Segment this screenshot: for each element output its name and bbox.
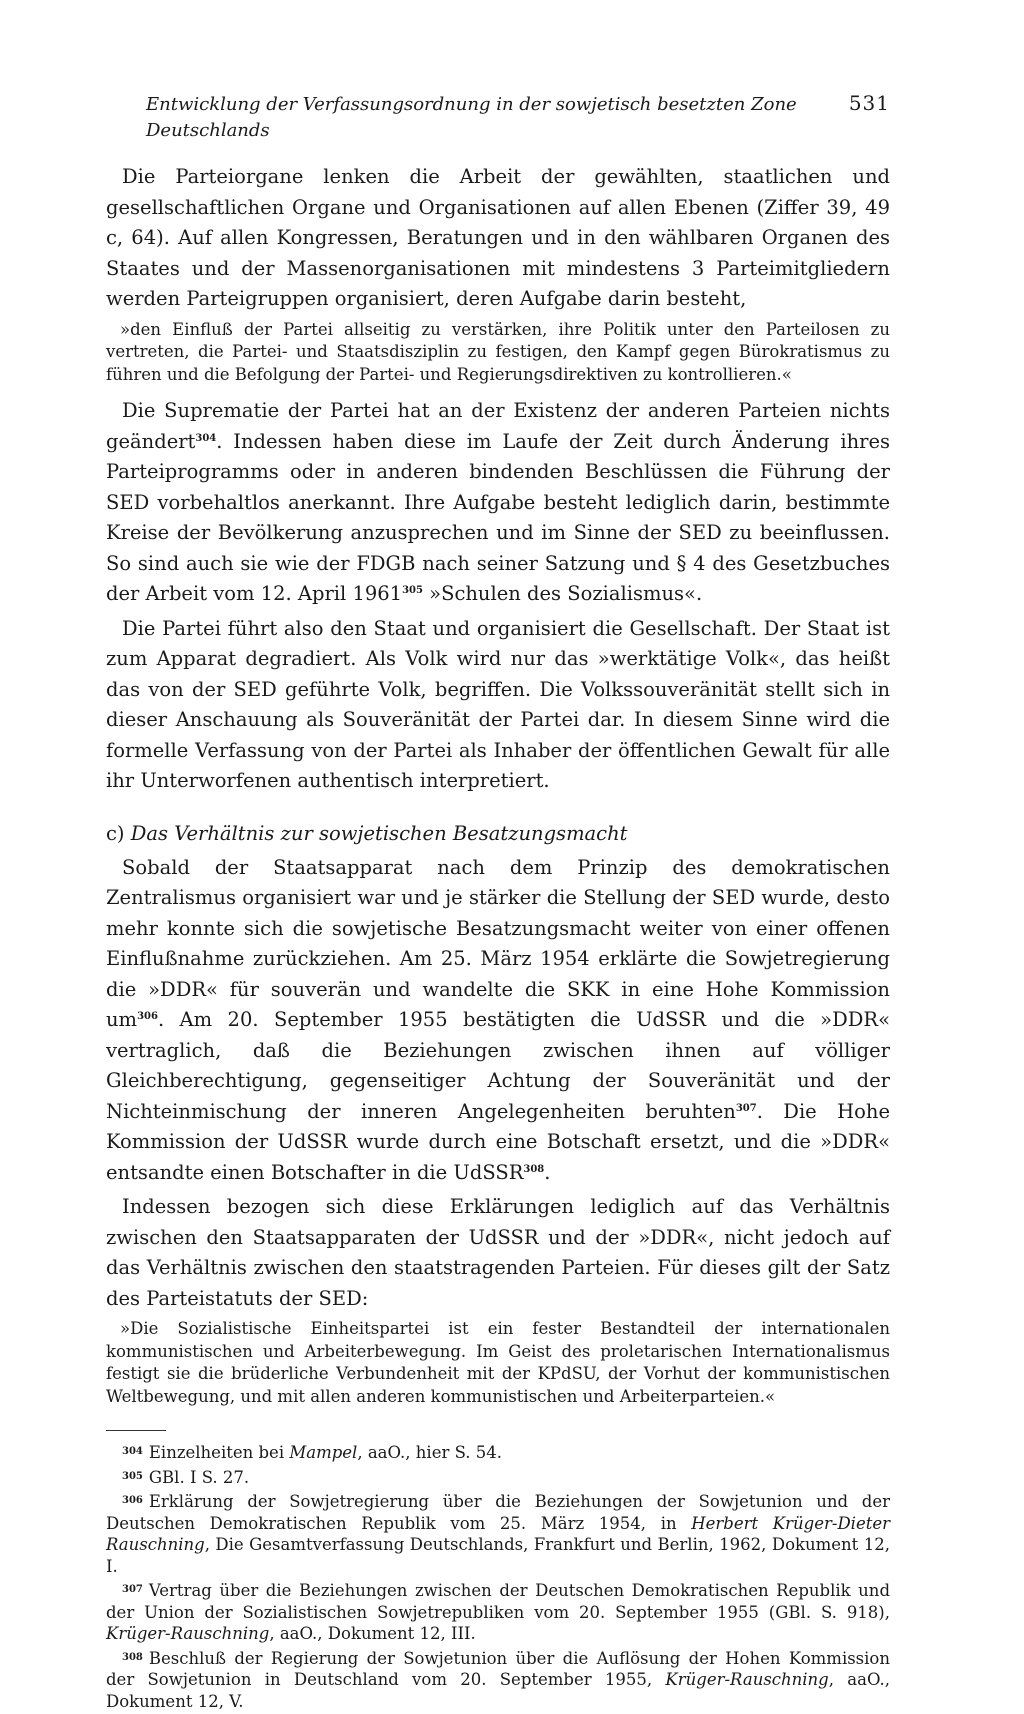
footnote-author: Mampel bbox=[289, 1443, 358, 1462]
section-label: c) bbox=[106, 821, 125, 845]
footnote-divider bbox=[106, 1430, 166, 1431]
footnote-text: Beschluß der Regierung der Sowjetunion über die Auflösung der Hohen Kommission der Sowjetunion in Deutschland vom 20. September 1955, bbox=[106, 1648, 890, 1689]
footnote-text: , Die Gesamtverfassung Deutschlands, Frankfurt und Berlin, 1962, Dokument 12, I. bbox=[106, 1535, 890, 1576]
footnote-number: 308 bbox=[122, 1651, 143, 1663]
footnote-number: 304 bbox=[122, 1446, 143, 1457]
section-heading bbox=[106, 819, 890, 849]
footnote-author: Krüger-Rauschning bbox=[665, 1670, 829, 1689]
footnote-text: , aaO., hier S. 54. bbox=[357, 1443, 503, 1462]
footnote-ref-307[interactable]: 307 bbox=[735, 1102, 757, 1114]
footnotes bbox=[106, 1441, 890, 1712]
footnote-text: Einzelheiten bei bbox=[148, 1443, 290, 1462]
running-head bbox=[146, 90, 890, 144]
paragraph-soviet-occupation bbox=[106, 853, 890, 1189]
quote-party-groups: »den Einfluß der Partei allseitig zu verstärken, ihre Politik unter den Parteilosen zu vertreten, die Partei- und Staatsdisziplin zu festigen, den Kampf gegen Bürokratismus zu führen und die Befolgung der Partei- und Regierungsdirektiven zu kontrollieren.« bbox=[106, 319, 890, 384]
footnote-number: 305 bbox=[122, 1470, 143, 1482]
footnote-text: Erklärung der Sowjetregierung über die Beziehungen der Sowjetunion und der Deutschen Demokratischen Republik vom 25. März 1954, in bbox=[106, 1492, 890, 1533]
footnote-ref-305[interactable]: 305 bbox=[402, 585, 423, 596]
section-title: Das Verhältnis zur sowjetischen Besatzungsmacht bbox=[130, 821, 628, 845]
running-head-title: Entwicklung der Verfassungsordnung in der sowjetisch besetzten Zone Deutschlands bbox=[146, 94, 797, 141]
footnote-ref-308[interactable]: 308 bbox=[523, 1163, 545, 1175]
text-run: Die Suprematie der Partei hat an der Existenz der anderen Parteien nichts geändert bbox=[106, 399, 890, 453]
quote-party-statute: »Die Sozialistische Einheitspartei ist ein fester Bestandteil der internationalen kommunistischen und Arbeiterbewegung. Im Geist des proletarischen Internationalismus festigt sie die brüderliche Verbundenheit mit der KPdSU, der Vorhut der kommunistischen Weltbewegung, und mit allen anderen kommunistischen und Arbeiterparteien.« bbox=[106, 1319, 890, 1406]
paragraph-party-organs: Die Parteiorgane lenken die Arbeit der gewählten, staatlichen und gesellschaftlichen Organe und Organisationen auf allen Ebenen (Ziffer 39, 49 c, 64). Auf allen Kongressen, Beratungen und in den wählbaren Organen des Staates und der Massenorganisationen mit mindestens 3 Parteimitgliedern werden Parteigruppen organisiert, deren Aufgabe darin besteht, bbox=[106, 165, 890, 310]
page-number: 531 bbox=[848, 91, 890, 115]
text-run: Sobald der Staatsapparat nach dem Prinzip des demokratischen Zentralismus organisiert war und je stärker die Stellung der SED wurde, desto mehr konnte sich die sowjetische Besatzungsmacht weiter von einer offenen Einflußnahme zurückziehen. Am 25. März 1954 erklärte die Sowjetregierung die »DDR« für souverän und wandelte die SKK in eine Hohe Kommission um bbox=[106, 855, 890, 1031]
footnote-ref-304[interactable]: 304 bbox=[195, 432, 217, 444]
footnote-text: GBl. I S. 27. bbox=[148, 1467, 250, 1487]
paragraph-supremacy bbox=[106, 396, 890, 610]
text-run: »Schulen des Sozialismus«. bbox=[422, 582, 703, 605]
paragraph-declarations: Indessen bezogen sich diese Erklärungen lediglich auf das Verhältnis zwischen den Staatsapparaten der UdSSR und der »DDR«, nicht jedoch auf das Verhältnis zwischen den staatstragenden Parteien. Für dieses gilt der Satz des Parteistatuts der SED: bbox=[106, 1195, 890, 1310]
footnote-305 bbox=[106, 1466, 890, 1489]
text-run: . Am 20. September 1955 bestätigten die UdSSR und die »DDR« vertraglich, daß die Beziehungen zwischen ihnen auf völliger Gleichberechtigung, gegenseitiger Achtung der Souveränität und der Nichteinmischung der inneren Angelegenheiten beruhten bbox=[106, 1008, 890, 1123]
text-run: . Die Hohe Kommission der UdSSR wurde durch eine Botschaft ersetzt, und die »DDR« entsandte einen Botschafter in die UdSSR bbox=[106, 1099, 890, 1184]
footnote-308 bbox=[106, 1647, 890, 1713]
footnote-author: Krüger-Rauschning bbox=[106, 1624, 270, 1643]
footnote-author: Herbert Krüger-Dieter Rauschning bbox=[106, 1513, 890, 1554]
text-run: . bbox=[544, 1160, 551, 1184]
footnote-307 bbox=[106, 1579, 890, 1645]
footnote-text: Vertrag über die Beziehungen zwischen der Deutschen Demokratischen Republik und der Union der Sozialistischen Sowjetrepubliken vom 20. September 1955 (GBl. S. 918), bbox=[106, 1581, 890, 1622]
footnote-number: 306 bbox=[122, 1495, 143, 1506]
footnote-text: , aaO., Dokument 12, V. bbox=[106, 1670, 890, 1711]
footnote-306 bbox=[106, 1490, 890, 1577]
footnote-text: , aaO., Dokument 12, III. bbox=[269, 1624, 476, 1643]
footnote-number: 307 bbox=[122, 1584, 143, 1595]
paragraph-state-apparatus: Die Partei führt also den Staat und organisiert die Gesellschaft. Der Staat ist zum Apparat degradiert. Als Volk wird nur das »werktätige Volk«, das heißt das von der SED geführte Volk, begriffen. Die Volkssouveränität stellt sich in dieser Anschauung als Souveränität der Partei dar. In diesem Sinne wird die formelle Verfassung von der Partei als Inhaber der öffentlichen Gewalt für alle ihr Unterworfenen authentisch interpretiert. bbox=[106, 616, 890, 792]
footnote-304 bbox=[106, 1441, 890, 1464]
text-run: . Indessen haben diese im Laufe der Zeit durch Änderung ihres Parteiprogramms oder in anderen bindenden Beschlüssen die Führung der SED vorbehaltlos anerkannt. Ihre Aufgabe besteht lediglich darin, bestimmte Kreise der Bevölkerung anzusprechen und im Sinne der SED zu beeinflussen. So sind auch sie wie der FDGB nach seiner Satzung und § 4 des Gesetzbuches der Arbeit vom 12. April 1961 bbox=[106, 429, 890, 605]
book-page bbox=[106, 90, 890, 1714]
footnote-ref-306[interactable]: 306 bbox=[137, 1011, 158, 1022]
